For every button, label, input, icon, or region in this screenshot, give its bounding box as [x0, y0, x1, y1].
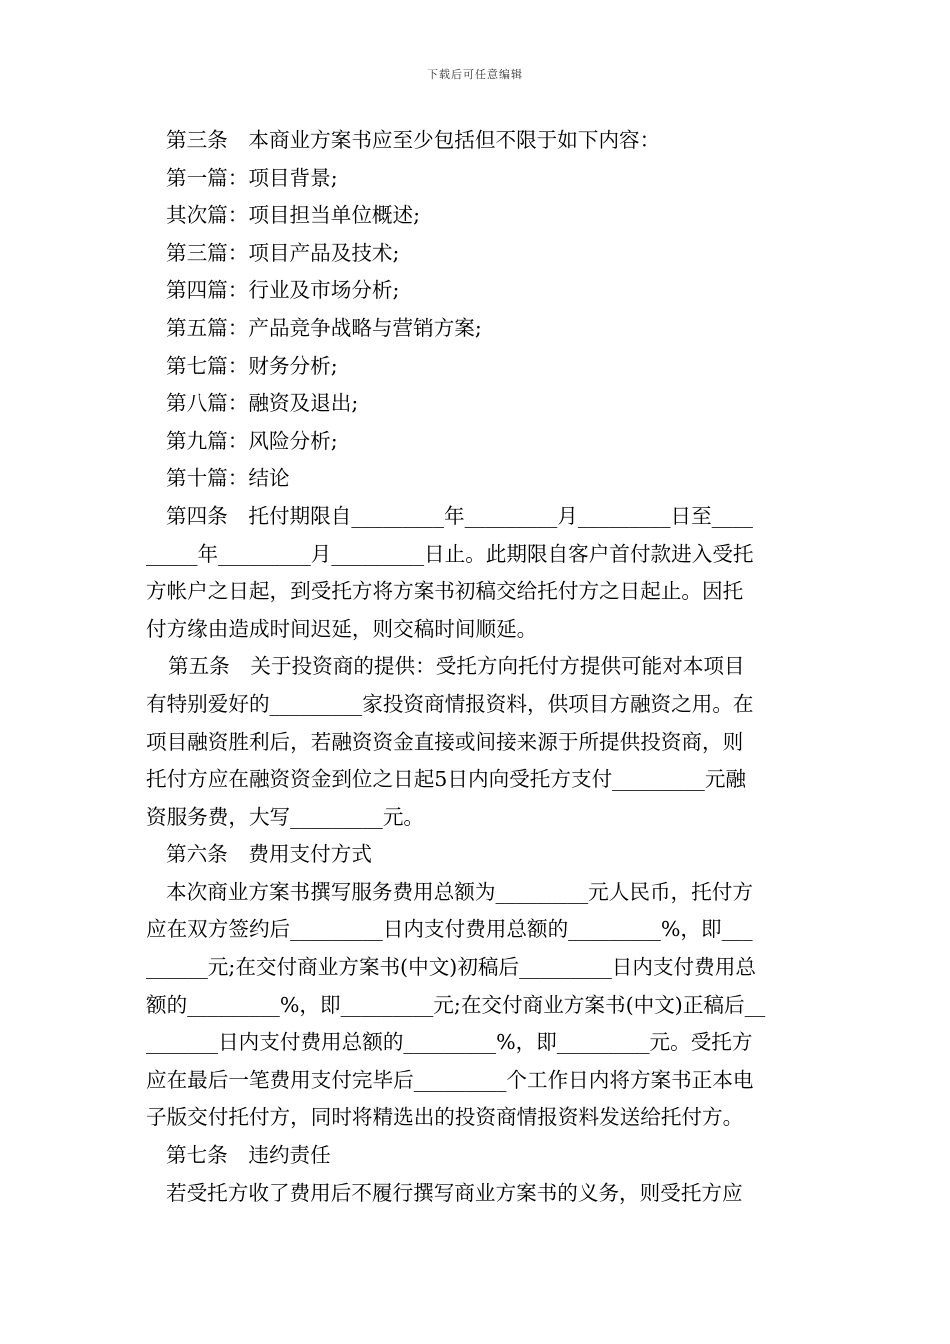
article-4-line: 方帐户之日起，到受托方将方案书初稿交给托付方之日起止。因托 [146, 579, 744, 604]
article-6-line: ______元;在交付商业方案书(中文)初稿后_________日内支付费用总 [146, 955, 756, 980]
article-4-line: 第四条 托付期限自_________年_________月_________日至____ [166, 503, 753, 528]
article-4-line: 付方缘由造成时间迟延，则交稿时间顺延。 [146, 616, 538, 641]
article-6-line: 应在最后一笔费用支付完毕后_________个工作日内将方案书正本电 [146, 1067, 754, 1092]
page-header: 下载后可任意编辑 [427, 68, 523, 81]
article-7-line: 若受托方收了费用后不履行撰写商业方案书的义务，则受托方应 [166, 1180, 743, 1205]
list-item: 其次篇：项目担当单位概述; [166, 203, 421, 228]
list-item: 第三篇：项目产品及技术; [166, 240, 400, 265]
article-5-line: 有特别爱好的_________家投资商情报资料，供项目方融资之用。在 [146, 691, 754, 716]
document-body [146, 122, 806, 1212]
article-6-line: 应在双方签约后_________日内支付费用总额的_________%，即___ [146, 917, 753, 942]
article-6-heading: 第六条 费用支付方式 [166, 842, 372, 867]
article-6-line: 子版交付托付方，同时将精选出的投资商情报资料发送给托付方。 [146, 1105, 744, 1130]
article-6-line: 本次商业方案书撰写服务费用总额为_________元人民币，托付方 [166, 879, 753, 904]
list-item: 第九篇：风险分析; [166, 428, 338, 453]
list-item: 第五篇：产品竞争战略与营销方案; [166, 315, 482, 340]
list-item: 第四篇：行业及市场分析; [166, 278, 400, 303]
article-6-line: _______日内支付费用总额的_________%，即_________元。受托方 [146, 1030, 753, 1055]
article-5-line: 项目融资胜利后，若融资资金直接或间接来源于所提供投资商，则 [146, 729, 744, 754]
list-item: 第一篇：项目背景; [166, 165, 338, 190]
list-item: 第十篇：结论 [166, 466, 290, 491]
article-5-line: 托付方应在融资资金到位之日起5日内向受托方支付_________元融 [146, 767, 747, 792]
article-7-heading: 第七条 违约责任 [166, 1143, 331, 1168]
article-5-line: 第五条 关于投资商的提供：受托方向托付方提供可能对本项目 [168, 654, 745, 679]
article-3-heading: 第三条 本商业方案书应至少包括但不限于如下内容： [166, 128, 661, 152]
article-4-line: _____年_________月_________日止。此期限自客户首付款进入受托 [146, 541, 754, 566]
article-5-line: 资服务费，大写_________元。 [146, 804, 425, 829]
article-6-line: 额的_________%，即_________元;在交付商业方案书(中文)正稿后__ [146, 992, 766, 1017]
list-item: 第八篇：融资及退出; [166, 391, 359, 416]
list-item: 第七篇：财务分析; [166, 353, 338, 378]
